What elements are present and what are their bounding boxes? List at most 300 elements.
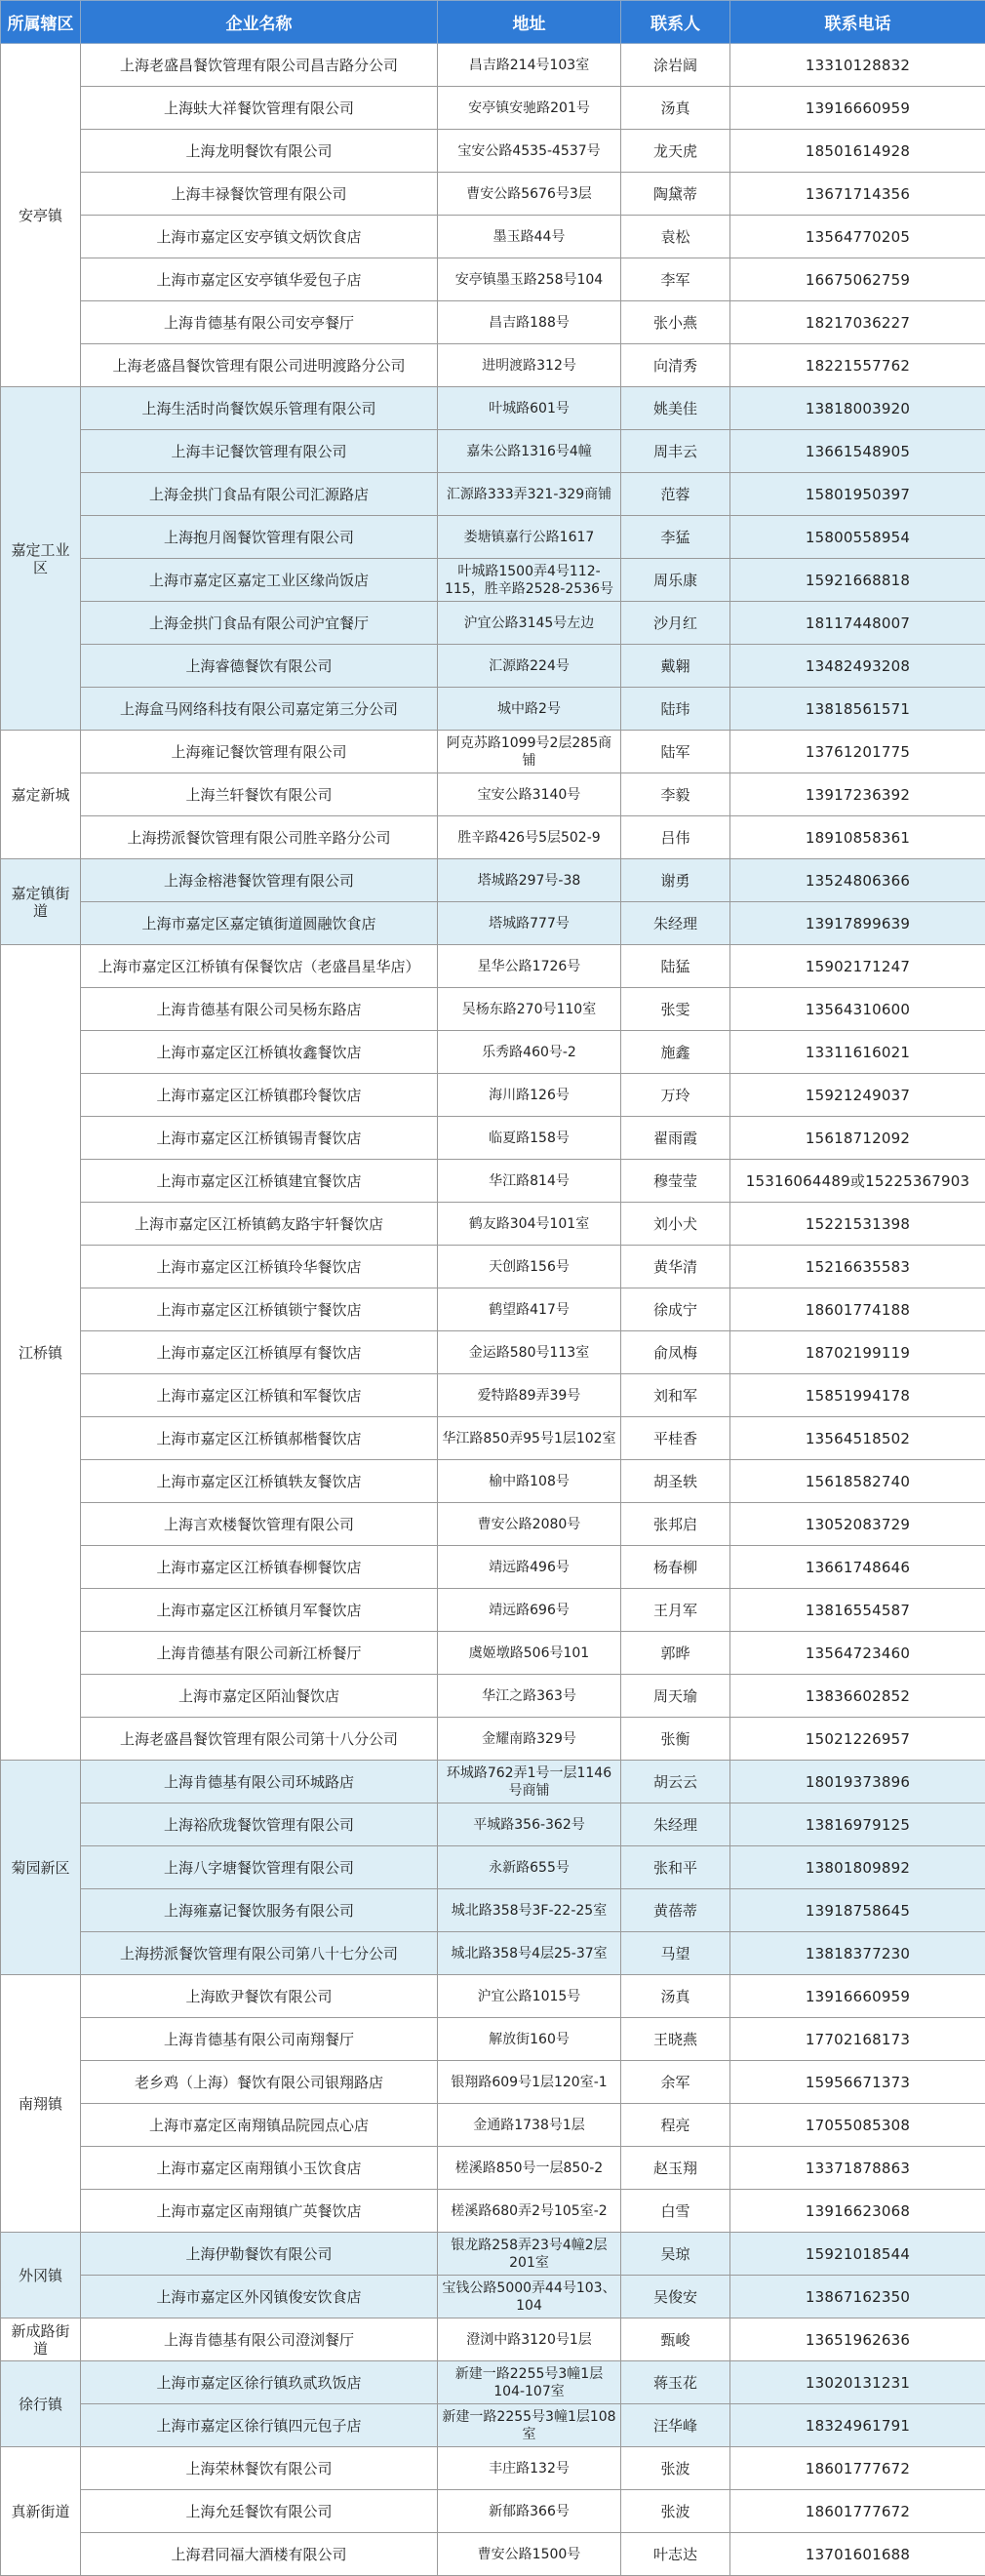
contact-person-cell: 刘小犬 [621,1203,730,1246]
phone-cell: 15956671373 [730,2061,985,2104]
address-cell: 爱特路89弄39号 [438,1374,621,1417]
contact-person-cell: 陆玮 [621,688,730,731]
phone-cell: 18601774188 [730,1288,985,1331]
address-cell: 丰庄路132号 [438,2447,621,2490]
address-cell: 塔城路297号-38 [438,859,621,902]
table-row [1,1932,985,1975]
contact-person-cell: 余军 [621,2061,730,2104]
company-name-cell: 上海裕欣珑餐饮管理有限公司 [81,1803,438,1846]
address-cell: 吴杨东路270号110室 [438,988,621,1031]
contact-person-cell: 朱经理 [621,902,730,945]
table-row [1,1160,985,1203]
contact-person-cell: 杨春柳 [621,1546,730,1589]
company-name-cell: 上海市嘉定区外冈镇俊安饮食店 [81,2276,438,2318]
phone-cell: 15800558954 [730,516,985,559]
contact-person-cell: 张和平 [621,1846,730,1889]
header-company-name: 企业名称 [81,1,438,44]
phone-cell: 13371878863 [730,2147,985,2190]
table-row [1,130,985,173]
table-row [1,1331,985,1374]
contact-person-cell: 张雯 [621,988,730,1031]
company-name-cell: 上海市嘉定区徐行镇玖贰玖饭店 [81,2361,438,2404]
address-cell: 解放街160号 [438,2018,621,2061]
table-row [1,387,985,430]
address-cell: 汇源路224号 [438,645,621,688]
phone-cell: 13311616021 [730,1031,985,1074]
table-row [1,1803,985,1846]
company-name-cell: 上海市嘉定区南翔镇广英餐饮店 [81,2190,438,2233]
contact-person-cell: 朱经理 [621,1803,730,1846]
address-cell: 安亭镇安驰路201号 [438,87,621,130]
phone-cell: 18910858361 [730,816,985,859]
table-row [1,1589,985,1632]
contact-person-cell: 施鑫 [621,1031,730,1074]
phone-cell: 13671714356 [730,173,985,216]
address-cell: 城北路358号4层25-37室 [438,1932,621,1975]
company-name-cell: 上海市嘉定区江桥镇玲华餐饮店 [81,1246,438,1288]
table-row [1,1374,985,1417]
address-cell: 华江路814号 [438,1160,621,1203]
address-cell: 槎溪路680弄2号105室-2 [438,2190,621,2233]
phone-cell: 13482493208 [730,645,985,688]
address-cell: 槎溪路850号一层850-2 [438,2147,621,2190]
company-name-cell: 上海抱月阁餐饮管理有限公司 [81,516,438,559]
header-address: 地址 [438,1,621,44]
phone-cell: 17055085308 [730,2104,985,2147]
contact-person-cell: 陆猛 [621,945,730,988]
phone-cell: 13818561571 [730,688,985,731]
contact-person-cell: 向清秀 [621,344,730,387]
phone-cell: 13816979125 [730,1803,985,1846]
table-row [1,2447,985,2490]
table-row [1,2276,985,2318]
table-row [1,816,985,859]
table-row [1,1975,985,2018]
table-row [1,44,985,87]
contact-person-cell: 张波 [621,2490,730,2533]
contact-person-cell: 吴俊安 [621,2276,730,2318]
table-row [1,2104,985,2147]
phone-cell: 13818003920 [730,387,985,430]
company-name-cell: 上海市嘉定区江桥镇郝楷餐饮店 [81,1417,438,1460]
address-cell: 曹安公路2080号 [438,1503,621,1546]
contact-person-cell: 翟雨霞 [621,1117,730,1160]
contact-person-cell: 张小燕 [621,301,730,344]
header-district: 所属辖区 [1,1,81,44]
table-row [1,1675,985,1718]
company-name-cell: 上海言欢楼餐饮管理有限公司 [81,1503,438,1546]
table-row [1,1246,985,1288]
table-row [1,516,985,559]
address-cell: 昌吉路188号 [438,301,621,344]
table-row [1,1288,985,1331]
table-row [1,1460,985,1503]
phone-cell: 13836602852 [730,1675,985,1718]
phone-cell: 13918758645 [730,1889,985,1932]
contact-person-cell: 蒋玉花 [621,2361,730,2404]
contact-person-cell: 平桂香 [621,1417,730,1460]
contact-person-cell: 胡圣轶 [621,1460,730,1503]
table-row [1,87,985,130]
contact-person-cell: 马望 [621,1932,730,1975]
contact-person-cell: 周丰云 [621,430,730,473]
table-row [1,2233,985,2276]
header-contact-person: 联系人 [621,1,730,44]
contact-person-cell: 陆军 [621,731,730,773]
contact-person-cell: 白雪 [621,2190,730,2233]
table-row [1,430,985,473]
table-row [1,859,985,902]
table-row [1,1546,985,1589]
district-cell: 嘉定镇街道 [1,859,81,945]
phone-cell: 13524806366 [730,859,985,902]
table-row [1,2318,985,2361]
table-row [1,902,985,945]
contact-person-cell: 周天瑜 [621,1675,730,1718]
company-name-cell: 上海君同福大酒楼有限公司 [81,2533,438,2576]
company-name-cell: 上海蚨大祥餐饮管理有限公司 [81,87,438,130]
address-cell: 乐秀路460号-2 [438,1031,621,1074]
district-cell: 江桥镇 [1,945,81,1761]
phone-cell: 16675062759 [730,258,985,301]
table-row [1,1503,985,1546]
phone-cell: 13701601688 [730,2533,985,2576]
contact-person-cell: 范蓉 [621,473,730,516]
table-row [1,2061,985,2104]
company-name-cell: 上海市嘉定区徐行镇四元包子店 [81,2404,438,2447]
address-cell: 安亭镇墨玉路258号104 [438,258,621,301]
contact-person-cell: 穆莹莹 [621,1160,730,1203]
phone-cell: 18019373896 [730,1761,985,1803]
contact-person-cell: 赵玉翔 [621,2147,730,2190]
company-name-cell: 上海丰禄餐饮管理有限公司 [81,173,438,216]
company-name-cell: 上海荣林餐饮有限公司 [81,2447,438,2490]
district-cell: 菊园新区 [1,1761,81,1975]
address-cell: 嘉朱公路1316号4幢 [438,430,621,473]
address-cell: 曹安公路5676号3层 [438,173,621,216]
contact-person-cell: 张波 [621,2447,730,2490]
phone-cell: 18217036227 [730,301,985,344]
address-cell: 银龙路258弄23号4幢2层201室 [438,2233,621,2276]
company-name-cell: 上海市嘉定区江桥镇厚有餐饮店 [81,1331,438,1374]
address-cell: 墨玉路44号 [438,216,621,258]
table-row [1,645,985,688]
company-name-cell: 上海允廷餐饮有限公司 [81,2490,438,2533]
contact-person-cell: 俞凤梅 [621,1331,730,1374]
company-name-cell: 上海睿德餐饮有限公司 [81,645,438,688]
address-cell: 临夏路158号 [438,1117,621,1160]
company-name-cell: 上海肯德基有限公司南翔餐厅 [81,2018,438,2061]
company-name-cell: 上海捞派餐饮管理有限公司第八十七分公司 [81,1932,438,1975]
address-cell: 鹤望路417号 [438,1288,621,1331]
phone-cell: 17702168173 [730,2018,985,2061]
company-name-cell: 上海老盛昌餐饮管理有限公司第十八分公司 [81,1718,438,1761]
contact-person-cell: 黄华清 [621,1246,730,1288]
phone-cell: 18117448007 [730,602,985,645]
company-name-cell: 上海生活时尚餐饮娱乐管理有限公司 [81,387,438,430]
address-cell: 宝安公路3140号 [438,773,621,816]
company-name-cell: 上海市嘉定区安亭镇华爱包子店 [81,258,438,301]
contact-person-cell: 戴翱 [621,645,730,688]
contact-person-cell: 姚美佳 [621,387,730,430]
company-name-cell: 上海市嘉定区安亭镇文炳饮食店 [81,216,438,258]
contact-person-cell: 甄峻 [621,2318,730,2361]
district-cell: 南翔镇 [1,1975,81,2233]
table-row [1,173,985,216]
table-row [1,2533,985,2576]
contact-person-cell: 周乐康 [621,559,730,602]
address-cell: 银翔路609号1层120室-1 [438,2061,621,2104]
company-name-cell: 上海肯德基有限公司澄浏餐厅 [81,2318,438,2361]
phone-cell: 15618712092 [730,1117,985,1160]
address-cell: 城中路2号 [438,688,621,731]
phone-cell: 13761201775 [730,731,985,773]
contact-person-cell: 吕伟 [621,816,730,859]
phone-cell: 13564770205 [730,216,985,258]
address-cell: 新郁路366号 [438,2490,621,2533]
address-cell: 汇源路333弄321-329商铺 [438,473,621,516]
company-name-cell: 上海八字塘餐饮管理有限公司 [81,1846,438,1889]
contact-person-cell: 张衡 [621,1718,730,1761]
phone-cell: 13052083729 [730,1503,985,1546]
contact-person-cell: 谢勇 [621,859,730,902]
company-name-cell: 上海金榕港餐饮管理有限公司 [81,859,438,902]
table-row [1,2404,985,2447]
company-name-cell: 上海市嘉定区嘉定镇街道圆融饮食店 [81,902,438,945]
phone-cell: 15851994178 [730,1374,985,1417]
phone-cell: 15801950397 [730,473,985,516]
table-row [1,1031,985,1074]
table-row [1,2147,985,2190]
phone-cell: 13801809892 [730,1846,985,1889]
table-row [1,344,985,387]
company-name-cell: 上海兰轩餐饮有限公司 [81,773,438,816]
district-cell: 嘉定新城 [1,731,81,859]
address-cell: 天创路156号 [438,1246,621,1288]
company-name-cell: 上海欧尹餐饮有限公司 [81,1975,438,2018]
contact-person-cell: 胡云云 [621,1761,730,1803]
phone-cell: 15921668818 [730,559,985,602]
header-row [1,1,985,44]
address-cell: 昌吉路214号103室 [438,44,621,87]
address-cell: 叶城路601号 [438,387,621,430]
phone-cell: 15221531398 [730,1203,985,1246]
phone-cell: 13917236392 [730,773,985,816]
table-row [1,988,985,1031]
table-row [1,2190,985,2233]
contact-person-cell: 程亮 [621,2104,730,2147]
address-cell: 娄塘镇嘉行公路1617 [438,516,621,559]
contact-person-cell: 李军 [621,258,730,301]
header-phone: 联系电话 [730,1,985,44]
company-name-cell: 上海肯德基有限公司新江桥餐厅 [81,1632,438,1675]
phone-cell: 13661748646 [730,1546,985,1589]
phone-cell: 13661548905 [730,430,985,473]
company-name-cell: 上海市嘉定区南翔镇小玉饮食店 [81,2147,438,2190]
phone-cell: 18702199119 [730,1331,985,1374]
company-name-cell: 上海捞派餐饮管理有限公司胜辛路分公司 [81,816,438,859]
phone-cell: 15921249037 [730,1074,985,1117]
address-cell: 阿克苏路1099号2层285商铺 [438,731,621,773]
company-name-cell: 上海市嘉定区江桥镇轶友餐饮店 [81,1460,438,1503]
company-name-cell: 上海雍嘉记餐饮服务有限公司 [81,1889,438,1932]
table-row [1,1846,985,1889]
table-row [1,688,985,731]
address-cell: 平城路356-362号 [438,1803,621,1846]
address-cell: 金耀南路329号 [438,1718,621,1761]
company-name-cell: 上海市嘉定区江桥镇锡青餐饮店 [81,1117,438,1160]
company-name-cell: 上海老盛昌餐饮管理有限公司进明渡路分公司 [81,344,438,387]
address-cell: 金运路580号113室 [438,1331,621,1374]
address-cell: 环城路762弄1号一层1146号商铺 [438,1761,621,1803]
address-cell: 宝安公路4535-4537号 [438,130,621,173]
address-cell: 虞姬墩路506号101 [438,1632,621,1675]
phone-cell: 13564310600 [730,988,985,1031]
table-row [1,945,985,988]
contact-person-cell: 刘和军 [621,1374,730,1417]
company-name-cell: 上海市嘉定区江桥镇建宜餐饮店 [81,1160,438,1203]
phone-cell: 15316064489或15225367903 [730,1160,985,1203]
table-row [1,1417,985,1460]
address-cell: 塔城路777号 [438,902,621,945]
phone-cell: 18324961791 [730,2404,985,2447]
contact-person-cell: 叶志达 [621,2533,730,2576]
table-row [1,559,985,602]
address-cell: 靖远路696号 [438,1589,621,1632]
phone-cell: 13916623068 [730,2190,985,2233]
company-name-cell: 上海市嘉定区江桥镇鹤友路宇轩餐饮店 [81,1203,438,1246]
phone-cell: 18601777672 [730,2490,985,2533]
company-name-cell: 老乡鸡（上海）餐饮有限公司银翔路店 [81,2061,438,2104]
table-row [1,2490,985,2533]
company-name-cell: 上海肯德基有限公司环城路店 [81,1761,438,1803]
contact-person-cell: 徐成宁 [621,1288,730,1331]
address-cell: 进明渡路312号 [438,344,621,387]
phone-cell: 13867162350 [730,2276,985,2318]
company-name-cell: 上海盒马网络科技有限公司嘉定第三分公司 [81,688,438,731]
address-cell: 海川路126号 [438,1074,621,1117]
contact-person-cell: 袁松 [621,216,730,258]
phone-cell: 13818377230 [730,1932,985,1975]
contact-person-cell: 龙天虎 [621,130,730,173]
company-name-cell: 上海伊勒餐饮有限公司 [81,2233,438,2276]
district-cell: 徐行镇 [1,2361,81,2447]
table-row [1,1889,985,1932]
address-cell: 宝钱公路5000弄44号103、104 [438,2276,621,2318]
address-cell: 曹安公路1500号 [438,2533,621,2576]
phone-cell: 15216635583 [730,1246,985,1288]
address-cell: 新建一路2255号3幢1层108室 [438,2404,621,2447]
table-row [1,1117,985,1160]
table-row [1,301,985,344]
table-row [1,1632,985,1675]
company-name-cell: 上海市嘉定区嘉定工业区缘尚饭店 [81,559,438,602]
company-name-cell: 上海老盛昌餐饮管理有限公司昌吉路分公司 [81,44,438,87]
contact-person-cell: 王晓燕 [621,2018,730,2061]
address-cell: 澄浏中路3120号1层 [438,2318,621,2361]
company-name-cell: 上海金拱门食品有限公司沪宜餐厅 [81,602,438,645]
company-name-cell: 上海市嘉定区江桥镇和军餐饮店 [81,1374,438,1417]
address-cell: 永新路655号 [438,1846,621,1889]
district-cell: 真新街道 [1,2447,81,2576]
address-cell: 新建一路2255号3幢1层104-107室 [438,2361,621,2404]
contact-person-cell: 万玲 [621,1074,730,1117]
contact-person-cell: 陶黛蒂 [621,173,730,216]
phone-cell: 15618582740 [730,1460,985,1503]
contact-person-cell: 王月军 [621,1589,730,1632]
company-name-cell: 上海肯德基有限公司安亭餐厅 [81,301,438,344]
company-name-cell: 上海丰记餐饮管理有限公司 [81,430,438,473]
district-cell: 外冈镇 [1,2233,81,2318]
table-row [1,216,985,258]
contact-person-cell: 李毅 [621,773,730,816]
address-cell: 榆中路108号 [438,1460,621,1503]
company-name-cell: 上海市嘉定区江桥镇有保餐饮店（老盛昌星华店） [81,945,438,988]
phone-cell: 13917899639 [730,902,985,945]
table-row [1,2018,985,2061]
address-cell: 华江之路363号 [438,1675,621,1718]
table-row [1,602,985,645]
district-cell: 安亭镇 [1,44,81,387]
table-row [1,731,985,773]
table-row [1,1718,985,1761]
company-name-cell: 上海龙明餐饮有限公司 [81,130,438,173]
contact-person-cell: 沙月红 [621,602,730,645]
contact-person-cell: 李猛 [621,516,730,559]
contact-person-cell: 郭晔 [621,1632,730,1675]
phone-cell: 15921018544 [730,2233,985,2276]
address-cell: 胜辛路426号5层502-9 [438,816,621,859]
company-name-cell: 上海市嘉定区江桥镇妆鑫餐饮店 [81,1031,438,1074]
phone-cell: 13310128832 [730,44,985,87]
table-row [1,2361,985,2404]
company-name-cell: 上海市嘉定区陌汕餐饮店 [81,1675,438,1718]
phone-cell: 13816554587 [730,1589,985,1632]
table-row [1,1761,985,1803]
address-cell: 靖远路496号 [438,1546,621,1589]
table-body [1,44,985,2576]
contact-person-cell: 汤真 [621,87,730,130]
company-name-cell: 上海市嘉定区江桥镇春柳餐饮店 [81,1546,438,1589]
table-row [1,1074,985,1117]
table-row [1,1203,985,1246]
company-name-cell: 上海市嘉定区江桥镇锁宁餐饮店 [81,1288,438,1331]
address-cell: 沪宜公路3145号左边 [438,602,621,645]
contact-person-cell: 张邦启 [621,1503,730,1546]
phone-cell: 15021226957 [730,1718,985,1761]
phone-cell: 18221557762 [730,344,985,387]
contact-person-cell: 黄蓓蒂 [621,1889,730,1932]
company-name-cell: 上海市嘉定区江桥镇郡玲餐饮店 [81,1074,438,1117]
phone-cell: 13564723460 [730,1632,985,1675]
table-header [1,1,985,44]
phone-cell: 13651962636 [730,2318,985,2361]
district-cell: 新成路街道 [1,2318,81,2361]
table-row [1,258,985,301]
company-name-cell: 上海金拱门食品有限公司汇源路店 [81,473,438,516]
address-cell: 沪宜公路1015号 [438,1975,621,2018]
contact-person-cell: 汪华峰 [621,2404,730,2447]
contact-person-cell: 涂岩阔 [621,44,730,87]
company-name-cell: 上海雍记餐饮管理有限公司 [81,731,438,773]
address-cell: 金通路1738号1层 [438,2104,621,2147]
address-cell: 叶城路1500弄4号112-115，胜辛路2528-2536号 [438,559,621,602]
phone-cell: 13020131231 [730,2361,985,2404]
company-name-cell: 上海市嘉定区江桥镇月军餐饮店 [81,1589,438,1632]
phone-cell: 15902171247 [730,945,985,988]
phone-cell: 18601777672 [730,2447,985,2490]
phone-cell: 13916660959 [730,1975,985,2018]
